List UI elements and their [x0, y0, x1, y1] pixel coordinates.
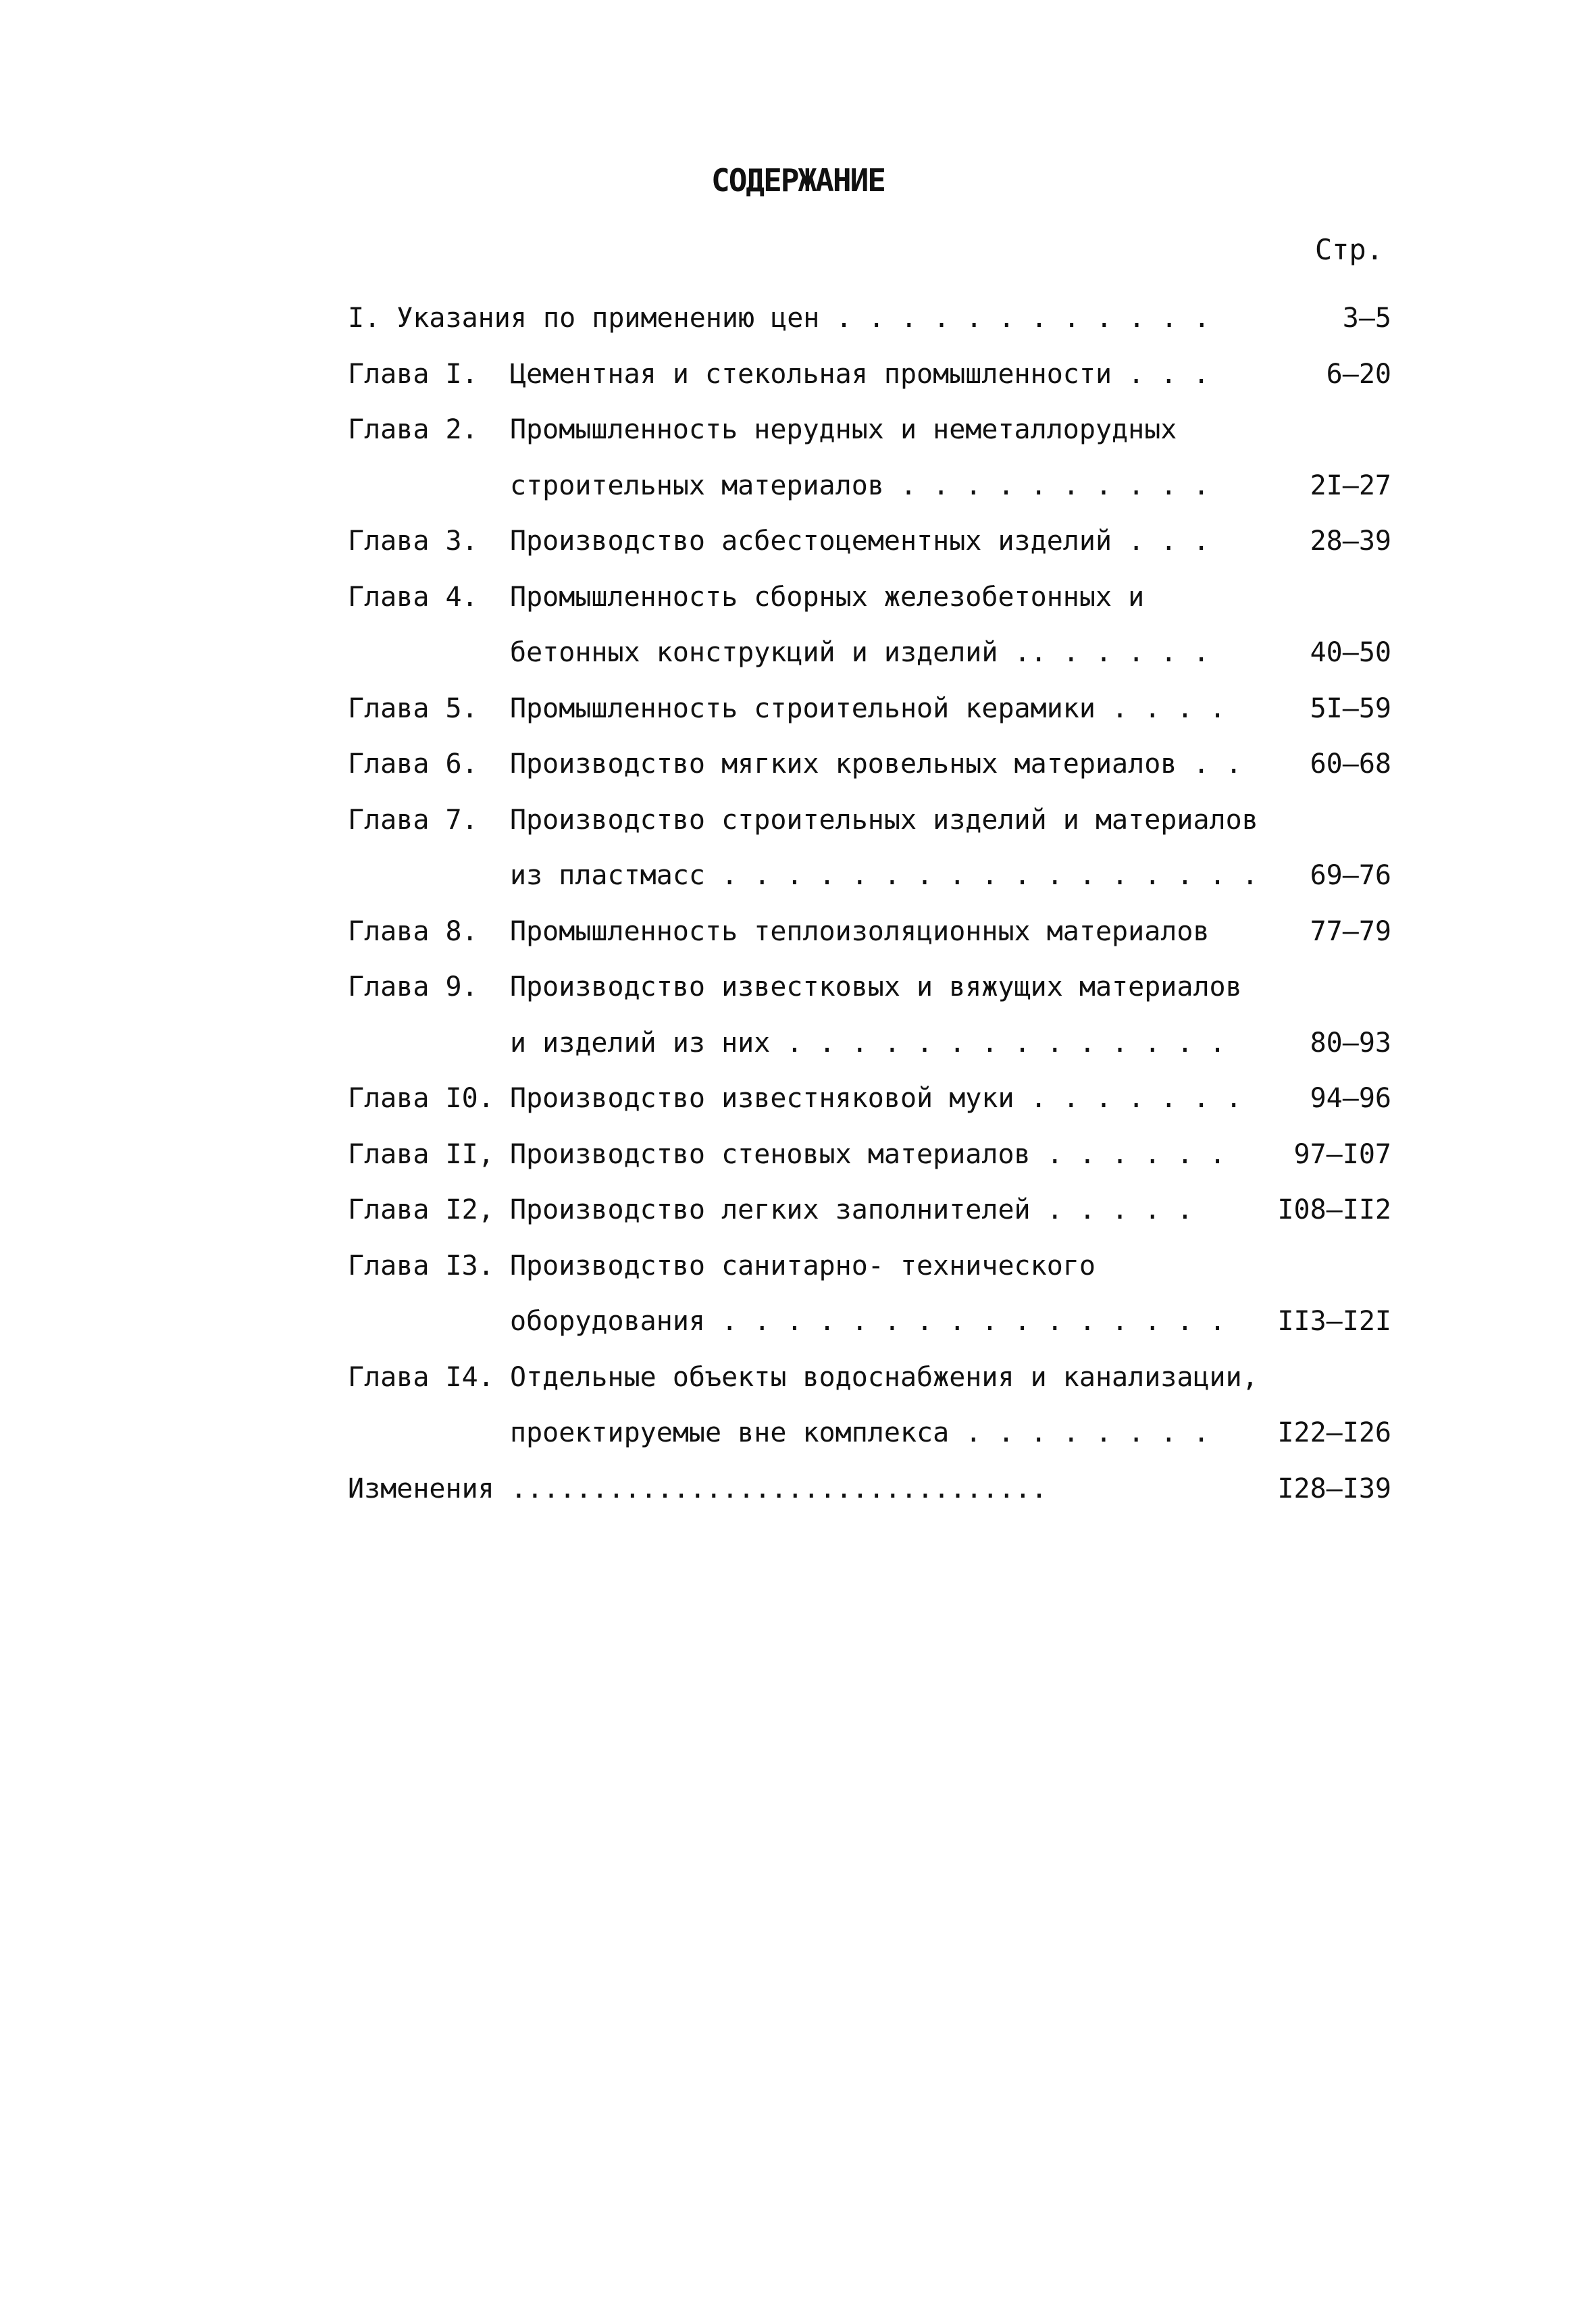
toc-entry-text: Производство строительных изделий и материалов [510, 804, 1258, 836]
toc-entry-page: 5I–59 [1310, 681, 1391, 737]
toc-entry-chapter: Глава I4. [348, 1361, 494, 1393]
toc-entry [348, 290, 1391, 347]
toc-entry-chapter: Глава 4. [348, 581, 478, 613]
toc-entry [348, 1071, 1391, 1127]
toc-entry [348, 792, 1391, 848]
toc-entry-page: 28–39 [1310, 513, 1391, 569]
toc-entry-continuation [348, 848, 1391, 904]
toc-entry-text: Изменения ................................. [348, 1473, 1048, 1504]
toc-entry-page: I22–I26 [1277, 1405, 1391, 1461]
toc-entry-page: 3–5 [1343, 290, 1391, 347]
toc-entry-page: 94–96 [1310, 1071, 1391, 1127]
toc-entry-page: 97–I07 [1294, 1127, 1392, 1183]
toc-entry-page: 2I–27 [1310, 458, 1391, 514]
toc-entry-text: Промышленность сборных железобетонных и [510, 581, 1145, 613]
toc-entry-text: Отдельные объекты водоснабжения и канализации, [510, 1361, 1258, 1393]
toc-entry-continuation [348, 625, 1391, 681]
toc-entry-text: Производство стеновых материалов . . . . . . [510, 1138, 1226, 1170]
toc-entry-text: и изделий из них . . . . . . . . . . . . . . [510, 1027, 1226, 1059]
toc-entry-page: 40–50 [1310, 625, 1391, 681]
toc-entry-chapter: Глава II, [348, 1138, 494, 1170]
toc-entry [348, 1182, 1391, 1238]
toc-entry-text: строительных материалов . . . . . . . . . . [510, 469, 1210, 501]
toc-entry [348, 959, 1391, 1015]
toc-entry-chapter: Глава 2. [348, 414, 478, 445]
toc-entry-page: 60–68 [1310, 736, 1391, 792]
toc-entry-text: бетонных конструкций и изделий .. . . . . . [510, 637, 1210, 668]
toc-entry-text: из пластмасс . . . . . . . . . . . . . . . . . [510, 860, 1258, 891]
toc-entry-chapter: Глава I0. [348, 1083, 494, 1114]
toc-entry-chapter: Глава 9. [348, 971, 478, 1002]
toc-entry-text: Производство асбестоцементных изделий . . . [510, 526, 1210, 557]
toc-entry-page: 69–76 [1310, 848, 1391, 904]
table-of-contents [348, 290, 1391, 1517]
toc-entry-continuation [348, 1405, 1391, 1461]
toc-entry-text: Производство известняковой муки . . . . . . . [510, 1083, 1242, 1114]
toc-entry [348, 1238, 1391, 1294]
toc-entry-text: оборудования . . . . . . . . . . . . . . . . [510, 1306, 1226, 1337]
toc-entry [348, 1127, 1391, 1183]
toc-entry-continuation [348, 1294, 1391, 1350]
toc-entry [348, 513, 1391, 569]
toc-entry-text: I. Указания по применению цен . . . . . . . . . . . . [348, 303, 1210, 334]
toc-entry-page: 80–93 [1310, 1015, 1391, 1071]
toc-entry-text: проектируемые вне комплекса . . . . . . . . [510, 1417, 1210, 1448]
toc-entry-text: Промышленность теплоизоляционных материалов [510, 915, 1210, 947]
toc-entry-page: 6–20 [1327, 347, 1391, 403]
toc-entry [348, 347, 1391, 403]
toc-entry-text: Промышленность нерудных и неметаллорудных [510, 414, 1177, 445]
toc-entry-changes [348, 1461, 1391, 1517]
toc-entry-page: II3–I2I [1277, 1294, 1391, 1350]
toc-entry-page: I28–I39 [1277, 1461, 1391, 1517]
toc-entry-page: 77–79 [1310, 904, 1391, 960]
toc-entry-continuation [348, 458, 1391, 514]
toc-entry-chapter: Глава 6. [348, 748, 478, 780]
toc-entry [348, 1350, 1391, 1406]
page-column-header: Стр. [1314, 233, 1383, 266]
toc-entry [348, 681, 1391, 737]
toc-entry-continuation [348, 1015, 1391, 1071]
toc-entry-page: I08–II2 [1277, 1182, 1391, 1238]
toc-entry [348, 569, 1391, 626]
toc-entry [348, 904, 1391, 960]
toc-entry-text: Цементная и стекольная промышленности . . . [510, 358, 1210, 390]
toc-entry-chapter: Глава 5. [348, 692, 478, 724]
page-title: СОДЕРЖАНИЕ [711, 162, 885, 199]
toc-entry-chapter: Глава 7. [348, 804, 478, 836]
toc-entry [348, 736, 1391, 792]
toc-entry-text: Промышленность строительной керамики . . . . [510, 692, 1226, 724]
toc-entry [348, 402, 1391, 458]
toc-entry-text: Производство санитарно- технического [510, 1250, 1096, 1281]
toc-entry-text: Производство известковых и вяжущих материалов [510, 971, 1242, 1002]
toc-entry-chapter: Глава 3. [348, 526, 478, 557]
toc-entry-chapter: Глава 8. [348, 915, 478, 947]
toc-entry-chapter: Глава I2, [348, 1194, 494, 1225]
toc-entry-chapter: Глава I. [348, 358, 478, 390]
toc-entry-text: Производство легких заполнителей . . . . . [510, 1194, 1193, 1225]
toc-entry-chapter: Глава I3. [348, 1250, 494, 1281]
toc-entry-text: Производство мягких кровельных материалов . . [510, 748, 1242, 780]
